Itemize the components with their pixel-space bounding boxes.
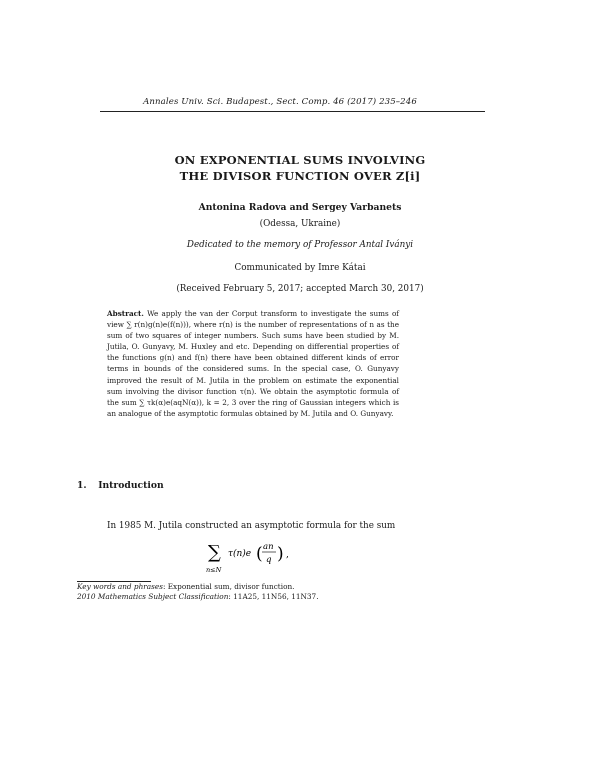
title-line-2: THE DIVISOR FUNCTION OVER Z[i] — [179, 169, 421, 183]
section-number: 1. — [77, 480, 87, 491]
section-title: Introduction — [98, 480, 164, 491]
running-head: Annales Univ. Sci. Budapest., Sect. Comp. 46 (2017) 235–246 — [143, 97, 417, 107]
section-heading — [77, 480, 164, 491]
abstract-label: Abstract. — [107, 309, 144, 318]
dedication: Dedicated to the memory of Professor Antal Iványi — [186, 240, 414, 250]
footnote-keywords — [77, 582, 294, 591]
received-dates: (Received February 5, 2017; accepted March 30, 2017) — [176, 284, 424, 294]
header-rule — [100, 111, 485, 112]
sum-formula — [190, 536, 320, 576]
communicated-by: Communicated by Imre Kátai — [234, 263, 366, 273]
fraction-denominator: q — [266, 555, 272, 565]
abstract — [107, 308, 399, 419]
sum-sign: ∑ — [208, 542, 221, 563]
affiliation: (Odessa, Ukraine) — [259, 219, 341, 229]
trailing-comma: , — [286, 550, 289, 560]
paper-title — [80, 152, 520, 184]
authors: Antonina Radova and Sergey Varbanets — [198, 202, 402, 213]
right-paren: ) — [277, 544, 284, 564]
msc-text: : 11A25, 11N56, 11N37. — [228, 592, 319, 601]
title-line-1: ON EXPONENTIAL SUMS INVOLVING — [174, 153, 426, 167]
summand: τ(n)e — [228, 549, 252, 559]
left-paren: ( — [256, 544, 263, 564]
footnote-msc — [77, 592, 319, 601]
keywords-text: : Exponential sum, divisor function. — [162, 582, 295, 591]
sum-limit: n≤N — [206, 566, 222, 574]
msc-label: 2010 Mathematics Subject Classification — [77, 592, 229, 601]
fraction-numerator: an — [263, 542, 274, 552]
keywords-label: Key words and phrases — [77, 582, 163, 591]
abstract-text: We apply the van der Corput transform to investigate the sums of view ∑ r(n)g(n)e(f(n))), where r(n) is the number of representations of n as the sum of two squares of integer numbers. Such sums have been studied by M. Jutila, O. Gunyavy, M. Huxley and etc. Depending on differential properties of the functions g(n) and f(n) there have been obtained different kinds of error terms in bounds of the considered sums. In the special case, O. Gunyavy improved the result of M. Jutila in the problem on estimate the exponential sum involving the divisor function τ(n). We obtain the asymptotic formula of the sum ∑ τk(α)e(aqN(α)), k = 2, 3 over the ring of Gaussian integers which is an analogue of the asymptotic formulas obtained by M. Jutila and O. Gunyavy. — [107, 309, 399, 418]
intro-paragraph: In 1985 M. Jutila constructed an asymptotic formula for the sum — [107, 521, 396, 531]
